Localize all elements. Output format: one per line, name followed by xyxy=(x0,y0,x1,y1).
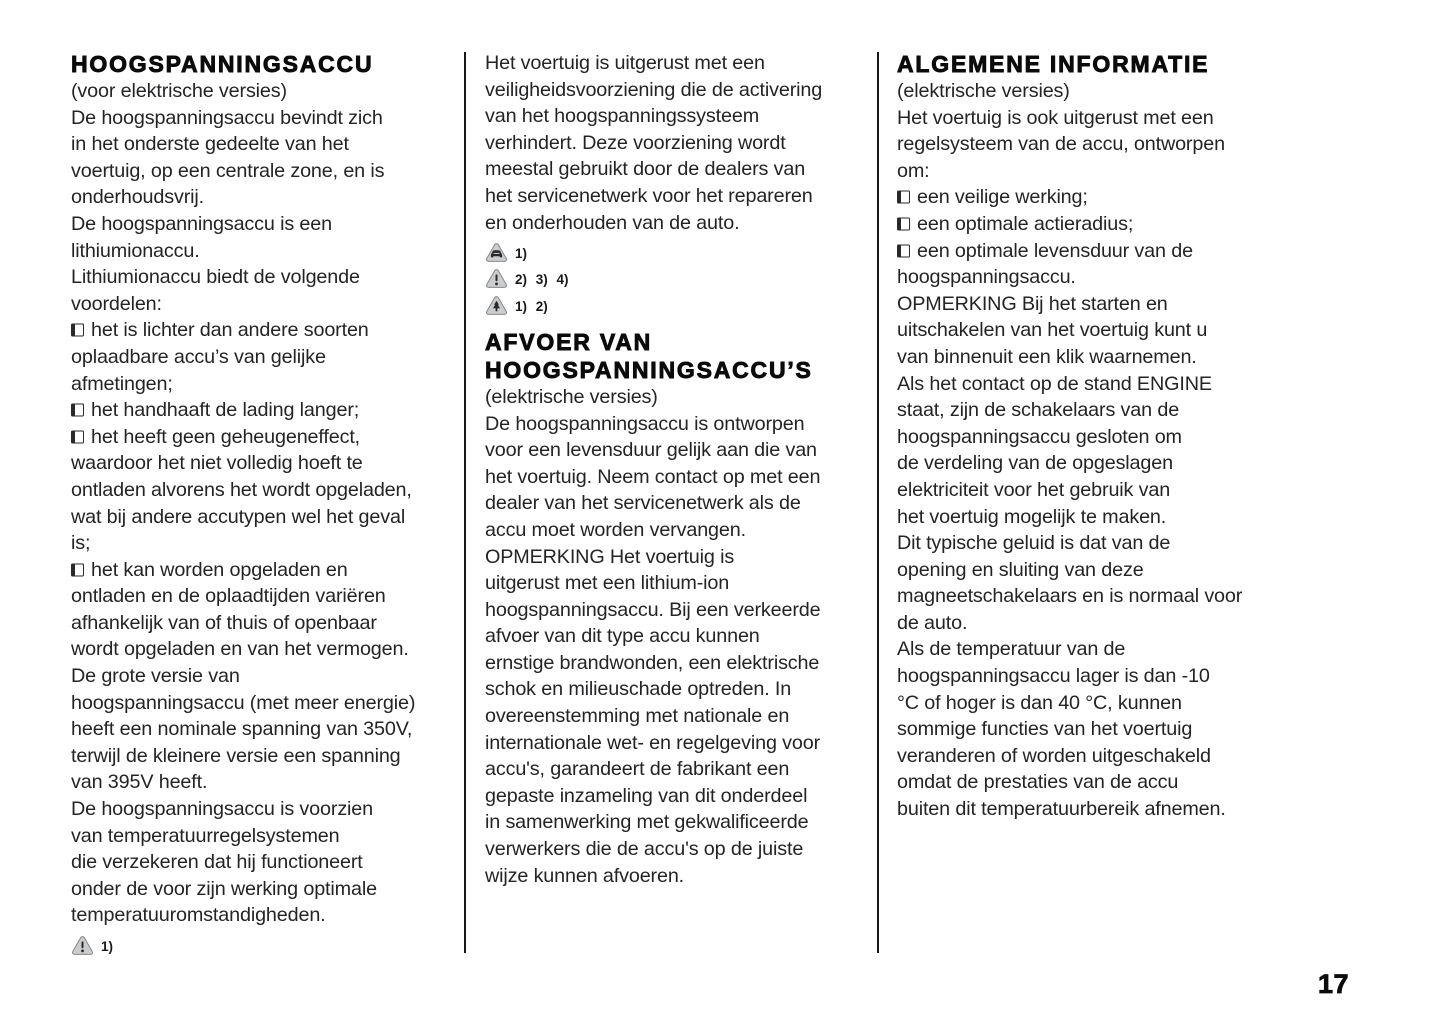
text-line: opening en sluiting van deze xyxy=(897,558,1144,581)
text-line: regelsysteem van de accu, ontworpen xyxy=(897,133,1225,156)
footnote-icon-block xyxy=(71,929,471,956)
text-line: De hoogspanningsaccu is een xyxy=(71,212,332,235)
section-heading-block xyxy=(485,328,885,384)
text-line: afhankelijk van of thuis of openbaar xyxy=(71,611,377,634)
section-heading-block xyxy=(71,50,471,78)
footnote-refs: 2) 3) 4) xyxy=(515,272,569,288)
footnote-row xyxy=(71,929,471,956)
text-line: onderhoudsvrij. xyxy=(71,186,205,209)
text-line: het handhaaft de lading langer; xyxy=(71,397,471,424)
text-line: (elektrische versies) xyxy=(897,80,1070,102)
footnote-row xyxy=(485,289,885,316)
warning-triangle-icon xyxy=(485,268,508,289)
text-line: magneetschakelaars en is normaal voor xyxy=(897,585,1243,608)
text-line: schok en milieuschade optreden. In xyxy=(485,678,792,701)
section-title: ALGEMENE INFORMATIE xyxy=(897,51,1210,77)
text-line: accu moet worden vervangen. xyxy=(485,518,746,541)
paragraph-block xyxy=(897,78,1297,823)
column-right xyxy=(897,50,1297,823)
text-line: heeft een nominale spanning van 350V, xyxy=(71,718,413,741)
text-line: wat bij andere accutypen wel het geval xyxy=(71,505,406,528)
text-line: voertuig, op een centrale zone, en is xyxy=(71,159,385,182)
text-line: internationale wet- en regelgeving voor xyxy=(485,731,821,754)
footnote-icon-block xyxy=(485,236,885,316)
section-heading-block xyxy=(897,50,1297,78)
text-line: van het hoogspanningssysteem xyxy=(485,105,760,128)
square-bullet-icon xyxy=(897,217,910,230)
paragraph-block xyxy=(71,78,471,929)
text-line: die verzekeren dat hij functioneert xyxy=(71,851,363,874)
footnote-row xyxy=(485,263,885,290)
square-bullet-icon xyxy=(71,324,84,337)
column-divider-rule xyxy=(877,52,879,953)
text-line: de verdeling van de opgeslagen xyxy=(897,452,1173,475)
text-line: wordt opgeladen en van het vermogen. xyxy=(71,638,409,661)
text-line: een veilige werking; xyxy=(897,184,1297,211)
text-line: voor een levensduur gelijk aan die van xyxy=(485,439,817,462)
text-line: Als de temperatuur van de xyxy=(897,638,1126,661)
text-line: Lithiumionaccu biedt de volgende xyxy=(71,266,360,289)
text-line: hoogspanningsaccu gesloten om xyxy=(897,425,1182,448)
text-line: (voor elektrische versies) xyxy=(71,80,287,102)
paragraph-block xyxy=(485,384,885,889)
column-left xyxy=(71,50,471,956)
text-line: veranderen of worden uitgeschakeld xyxy=(897,744,1211,767)
text-line: gepaste inzameling van dit onderdeel xyxy=(485,784,808,807)
text-line: het voertuig mogelijk te maken. xyxy=(897,505,1167,528)
text-line: de auto. xyxy=(897,611,968,634)
text-line: om: xyxy=(897,159,930,182)
text-line: een optimale levensduur van de xyxy=(897,238,1297,265)
text-line: Als het contact op de stand ENGINE xyxy=(897,372,1212,395)
text-line: elektriciteit voor het gebruik van xyxy=(897,478,1171,501)
text-line: ontladen en de oplaadtijden variëren xyxy=(71,585,386,608)
square-bullet-icon xyxy=(71,430,84,443)
text-line: het servicenetwerk voor het repareren xyxy=(485,184,813,207)
text-line: afmetingen; xyxy=(71,372,173,395)
text-line: in het onderste gedeelte van het xyxy=(71,133,349,156)
text-line: De hoogspanningsaccu is ontworpen xyxy=(485,412,805,435)
text-line: lithiumionaccu. xyxy=(71,239,200,262)
footnote-refs: 1) xyxy=(101,938,114,954)
footnote-refs: 1) 2) xyxy=(515,298,548,314)
vehicle-warning-triangle-icon xyxy=(485,242,508,263)
text-line: van temperatuurregelsystemen xyxy=(71,824,340,847)
text-line: OPMERKING Het voertuig is xyxy=(485,545,735,568)
text-line: uitgerust met een lithium-ion xyxy=(485,572,730,595)
text-line: °C of hoger is dan 40 °C, kunnen xyxy=(897,691,1182,714)
environment-protection-triangle-icon xyxy=(485,295,508,316)
text-line: hoogspanningsaccu lager is dan -10 xyxy=(897,665,1210,688)
text-line: hoogspanningsaccu. xyxy=(897,266,1076,289)
text-line: wijze kunnen afvoeren. xyxy=(485,864,685,887)
section-title: HOOGSPANNINGSACCU’S xyxy=(485,356,813,383)
section-title: HOOGSPANNINGSACCU xyxy=(71,51,374,77)
text-line: het voertuig. Neem contact op met een xyxy=(485,465,821,488)
text-line: ernstige brandwonden, een elektrische xyxy=(485,651,820,674)
column-middle xyxy=(485,50,885,889)
warning-triangle-icon xyxy=(71,935,94,956)
square-bullet-icon xyxy=(71,404,84,417)
text-line: uitschakelen van het voertuig kunt u xyxy=(897,319,1208,342)
text-line: ontladen alvorens het wordt opgeladen, xyxy=(71,478,412,501)
text-line: onder de voor zijn werking optimale xyxy=(71,877,377,900)
text-line: buiten dit temperatuurbereik afnemen. xyxy=(897,798,1226,821)
text-line: staat, zijn de schakelaars van de xyxy=(897,399,1180,422)
text-line: het is lichter dan andere soorten xyxy=(71,317,471,344)
square-bullet-icon xyxy=(897,244,910,257)
text-line: verhindert. Deze voorziening wordt xyxy=(485,131,786,154)
text-line: en onderhouden van de auto. xyxy=(485,211,740,234)
text-line: temperatuuromstandigheden. xyxy=(71,904,326,927)
paragraph-block xyxy=(485,50,885,236)
text-line: het heeft geen geheugeneffect, xyxy=(71,424,471,451)
text-line: De grote versie van xyxy=(71,665,240,688)
text-line: De hoogspanningsaccu bevindt zich xyxy=(71,106,383,129)
text-line: terwijl de kleinere versie een spanning xyxy=(71,744,401,767)
text-line: een optimale actieradius; xyxy=(897,211,1297,238)
text-line: voordelen: xyxy=(71,292,162,315)
text-line: hoogspanningsaccu. Bij een verkeerde xyxy=(485,598,821,621)
text-line: sommige functies van het voertuig xyxy=(897,718,1193,741)
text-line: De hoogspanningsaccu is voorzien xyxy=(71,798,374,821)
text-line: in samenwerking met gekwalificeerde xyxy=(485,811,809,834)
text-line: overeenstemming met nationale en xyxy=(485,705,790,728)
text-line: van binnenuit een klik waarnemen. xyxy=(897,345,1197,368)
text-line: is; xyxy=(71,532,91,555)
section-title: AFVOER VAN xyxy=(485,328,653,355)
page-number: 17 xyxy=(1318,969,1350,999)
text-line: het kan worden opgeladen en xyxy=(71,557,471,584)
text-line: meestal gebruikt door de dealers van xyxy=(485,158,806,181)
text-line: dealer van het servicenetwerk als de xyxy=(485,492,801,515)
text-line: Dit typische geluid is dat van de xyxy=(897,532,1171,555)
text-line: afvoer van dit type accu kunnen xyxy=(485,625,760,648)
footnote-refs: 1) xyxy=(515,245,528,261)
column-divider-rule xyxy=(464,52,466,953)
text-line: Het voertuig is ook uitgerust met een xyxy=(897,106,1214,129)
text-line: OPMERKING Bij het starten en xyxy=(897,292,1168,315)
text-line: waardoor het niet volledig hoeft te xyxy=(71,452,363,475)
text-line: hoogspanningsaccu (met meer energie) xyxy=(71,691,416,714)
text-line: (elektrische versies) xyxy=(485,385,658,408)
square-bullet-icon xyxy=(71,563,84,576)
square-bullet-icon xyxy=(897,191,910,204)
text-line: veiligheidsvoorziening die de activering xyxy=(485,78,823,101)
text-line: omdat de prestaties van de accu xyxy=(897,771,1179,794)
text-line: verwerkers die de accu's op de juiste xyxy=(485,838,804,861)
text-line: van 395V heeft. xyxy=(71,771,208,794)
footnote-row xyxy=(485,236,885,263)
text-line: oplaadbare accu’s van gelijke xyxy=(71,345,326,368)
text-line: Het voertuig is uitgerust met een xyxy=(485,52,765,74)
text-line: accu's, garandeert de fabrikant een xyxy=(485,758,790,781)
